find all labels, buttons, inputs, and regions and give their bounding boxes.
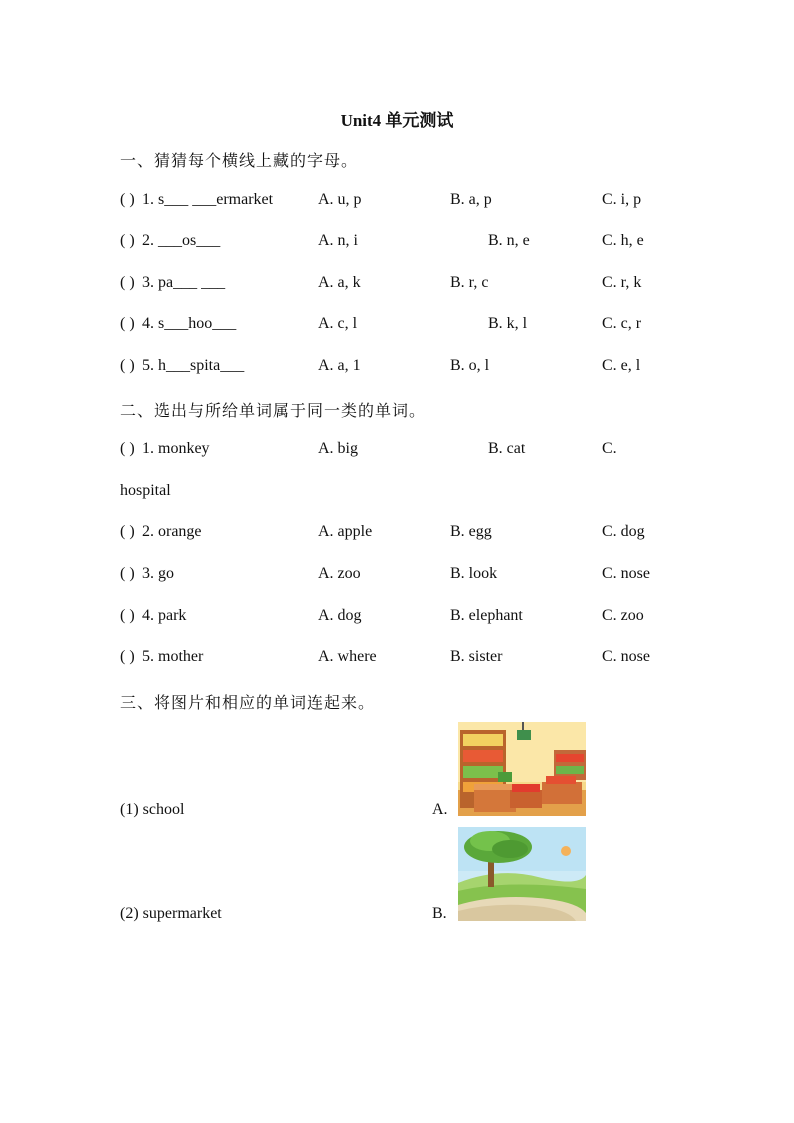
- question-stem: 5. h___spita___: [142, 357, 245, 374]
- question-stem: 2. ___os___: [142, 232, 221, 249]
- option-a: A. n, i: [318, 232, 358, 249]
- option-c: C. dog: [602, 523, 645, 540]
- answer-bracket[interactable]: ( ): [120, 565, 135, 582]
- question-row: [120, 440, 720, 464]
- question-stem: 4. park: [142, 607, 187, 624]
- question-row: [120, 648, 720, 672]
- option-c: C. nose: [602, 648, 650, 665]
- option-a: A. a, k: [318, 274, 361, 291]
- question-row: [120, 274, 720, 298]
- option-a: A. where: [318, 648, 377, 665]
- option-a: A. c, l: [318, 315, 358, 332]
- answer-bracket[interactable]: ( ): [120, 357, 135, 374]
- option-b: B. n, e: [488, 232, 530, 249]
- question-stem: 1. monkey: [142, 440, 210, 457]
- question-stem: 3. pa___ ___: [142, 274, 226, 291]
- question-row: [120, 607, 720, 631]
- section-1-heading: 一、猜猜每个横线上藏的字母。: [120, 151, 359, 170]
- page-title: Unit4 单元测试: [340, 111, 454, 130]
- section-2-heading: 二、选出与所给单词属于同一类的单词。: [120, 401, 427, 420]
- park-picture[interactable]: [458, 827, 586, 921]
- option-c: C. e, l: [602, 357, 641, 374]
- answer-bracket[interactable]: ( ): [120, 315, 135, 332]
- match-word[interactable]: (1) school: [120, 801, 185, 818]
- option-c: C. i, p: [602, 191, 642, 208]
- question-stem: 3. go: [142, 565, 174, 582]
- option-c-wrapped-text: hospital: [120, 482, 171, 499]
- option-c: C. nose: [602, 565, 650, 582]
- option-b: B. cat: [488, 440, 526, 457]
- supermarket-illustration: [458, 722, 586, 816]
- option-b: B. look: [450, 565, 498, 582]
- question-row: [120, 191, 720, 215]
- option-c: C. zoo: [602, 607, 644, 624]
- section-3-heading: 三、将图片和相应的单词连起来。: [120, 693, 376, 712]
- option-a: A. apple: [318, 523, 373, 540]
- option-a: A. u, p: [318, 191, 362, 208]
- question-stem: 1. s___ ___ermarket: [142, 191, 274, 208]
- answer-bracket[interactable]: ( ): [120, 191, 135, 208]
- answer-bracket[interactable]: ( ): [120, 607, 135, 624]
- question-row: [120, 232, 720, 256]
- option-b: B. k, l: [488, 315, 528, 332]
- option-b: B. a, p: [450, 191, 492, 208]
- option-a: A. a, 1: [318, 357, 361, 374]
- option-a: A. big: [318, 440, 358, 457]
- question-row: [120, 565, 720, 589]
- option-b: B. r, c: [450, 274, 489, 291]
- match-letter: A.: [432, 801, 448, 818]
- option-a: A. zoo: [318, 565, 361, 582]
- option-c: C. c, r: [602, 315, 642, 332]
- answer-bracket[interactable]: ( ): [120, 648, 135, 665]
- supermarket-picture[interactable]: [458, 722, 586, 816]
- option-b: B. elephant: [450, 607, 523, 624]
- answer-bracket[interactable]: ( ): [120, 232, 135, 249]
- question-stem: 4. s___hoo___: [142, 315, 237, 332]
- option-c: C.: [602, 440, 617, 457]
- option-a: A. dog: [318, 607, 362, 624]
- question-stem: 2. orange: [142, 523, 202, 540]
- option-c: C. h, e: [602, 232, 644, 249]
- option-b: B. sister: [450, 648, 503, 665]
- question-row: [120, 357, 720, 381]
- park-illustration: [458, 827, 586, 921]
- answer-bracket[interactable]: ( ): [120, 440, 135, 457]
- question-row: [120, 523, 720, 547]
- match-word[interactable]: (2) supermarket: [120, 905, 222, 922]
- option-c: C. r, k: [602, 274, 642, 291]
- answer-bracket[interactable]: ( ): [120, 523, 135, 540]
- match-letter: B.: [432, 905, 447, 922]
- answer-bracket[interactable]: ( ): [120, 274, 135, 291]
- option-b: B. o, l: [450, 357, 490, 374]
- question-row: [120, 315, 720, 339]
- option-b: B. egg: [450, 523, 492, 540]
- question-stem: 5. mother: [142, 648, 204, 665]
